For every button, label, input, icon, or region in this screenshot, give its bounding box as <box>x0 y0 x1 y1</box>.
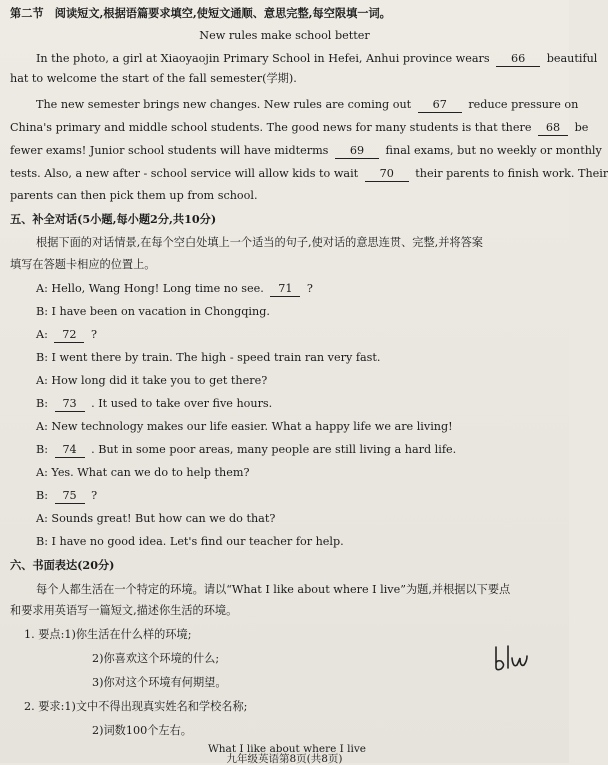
dialogue-line: A: Yes. What can we do to help them? <box>36 466 250 479</box>
dialogue-line: B: I went there by train. The high - speed train ran very fast. <box>36 351 381 364</box>
blank-70: 70 <box>365 167 409 182</box>
passage-line: parents can then pick them up from school. <box>10 189 258 202</box>
dialogue-line: A: How long did it take you to get there? <box>36 374 268 387</box>
section5-intro: 根据下面的对话情景,在每个空白处填上一个适当的句子,使对话的意思连贯、完整,并将答案 <box>36 236 483 249</box>
dialogue-line: A: 72 ? <box>36 328 97 341</box>
passage-line: hat to welcome the start of the fall semester(学期). <box>10 72 297 85</box>
handwriting-mark <box>492 643 532 673</box>
dialogue-line: B: 74 . But in some poor areas, many people are still living a hard life. <box>36 443 457 456</box>
blank-72: 72 <box>54 328 84 343</box>
dialogue-line: A: Sounds great! But how can we do that? <box>36 512 276 525</box>
blank-69: 69 <box>335 144 379 159</box>
dialogue-line: B: I have no good idea. Let's find our teacher for help. <box>36 535 344 548</box>
points-label: 1. 要点: <box>24 628 65 641</box>
blank-75: 75 <box>55 489 85 504</box>
passage-line: The new semester brings new changes. New rules are coming out 67 reduce pressure on <box>36 98 579 111</box>
passage-line: tests. Also, a new after - school service will allow kids to wait 70 their parents to finish work. Their <box>10 167 608 180</box>
section6-intro: 和要求用英语写一篇短文,描述你生活的环境。 <box>10 604 238 617</box>
dialogue-line: B: I have been on vacation in Chongqing. <box>36 305 270 318</box>
page-footer: 九年级英语第8页(共8页) <box>226 753 343 765</box>
passage-line: China's primary and middle school students. The good news for many students is that there 68 be <box>10 121 589 134</box>
passage-title: New rules make school better <box>199 29 370 42</box>
points-line: 1. 要点:1)你生活在什么样的环境; <box>24 628 192 641</box>
section5-heading: 五、补全对话(5小题,每小题2分,共10分) <box>10 212 217 226</box>
blank-73: 73 <box>55 397 85 412</box>
blank-67: 67 <box>418 98 462 113</box>
dialogue-line: B: 73 . It used to take over five hours. <box>36 397 273 410</box>
passage-line: In the photo, a girl at Xiaoyaojin Primary School in Hefei, Anhui province wears 66 beautiful <box>36 52 598 65</box>
blank-66: 66 <box>496 52 540 67</box>
points-line: 2)你喜欢这个环境的什么; <box>92 652 220 665</box>
dialogue-line: A: Hello, Wang Hong! Long time no see. 71 ? <box>36 282 313 295</box>
section6-intro: 每个人都生活在一个特定的环境。请以“What I like about where I live”为题,并根据以下要点 <box>36 583 511 596</box>
requirements-label: 2. 要求: <box>24 700 65 713</box>
blank-68: 68 <box>538 121 568 136</box>
requirements-line: 2. 要求:1)文中不得出现真实姓名和学校名称; <box>24 700 248 713</box>
section2-heading: 第二节 阅读短文,根据语篇要求填空,使短文通顺、意思完整,每空限填一词。 <box>10 6 391 20</box>
essay-title: What I like about where I live <box>208 743 366 755</box>
blank-71: 71 <box>270 282 300 297</box>
passage-line: fewer exams! Junior school students will have midterms 69 final exams, but no weekly or monthly <box>10 144 602 157</box>
dialogue-line: B: 75 ? <box>36 489 98 502</box>
blank-74: 74 <box>55 443 85 458</box>
section5-intro: 填写在答题卡相应的位置上。 <box>10 258 156 271</box>
section6-heading: 六、书面表达(20分) <box>10 558 115 572</box>
points-line: 3)你对这个环境有何期望。 <box>92 676 227 689</box>
requirements-line: 2)词数100个左右。 <box>92 724 192 737</box>
dialogue-line: A: New technology makes our life easier. What a happy life we are living! <box>36 420 453 433</box>
